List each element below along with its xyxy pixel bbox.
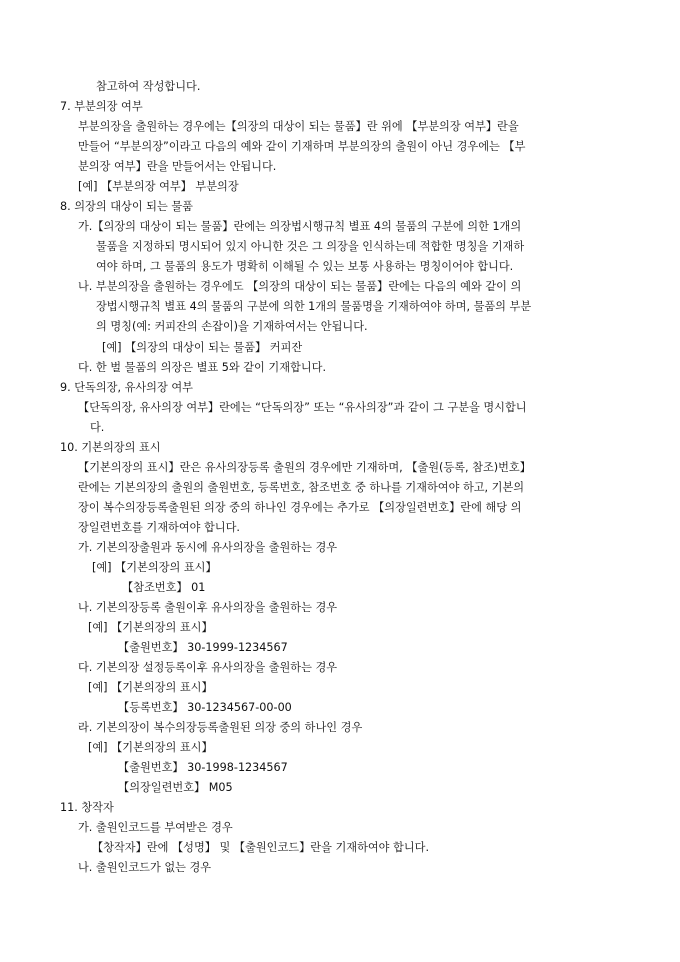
example-line: [예] 【의장의 대상이 되는 물품】 커피잔 <box>102 341 303 354</box>
text-line: 란에는 기본의장의 출원의 출원번호, 등록번호, 참조번호 중 하나를 기재하여야 하고, 기본의 <box>78 481 525 494</box>
example-line: 【등록번호】 30-1234567-00-00 <box>118 701 292 714</box>
example-line: [예] 【부분의장 여부】 부분의장 <box>78 180 239 193</box>
text-line: 【기본의장의 표시】란은 유사의장등록 출원의 경우에만 기재하며, 【출원(등록, 참조)번호】 <box>78 461 531 474</box>
text-line: 참고하여 작성합니다. <box>96 80 201 93</box>
section-heading: 11. 창작자 <box>60 801 114 814</box>
section-heading: 9. 단독의장, 유사의장 여부 <box>60 381 193 394</box>
example-line: 【참조번호】 01 <box>122 581 206 594</box>
section-heading: 7. 부분의장 여부 <box>60 100 143 113</box>
text-line: 【단독의장, 유사의장 여부】란에는 “단독의장” 또는 “유사의장”과 같이 그 구분을 명시합니 <box>78 401 527 414</box>
text-line: 나. 출원인코드가 없는 경우 <box>78 861 212 874</box>
text-line: 나. 부분의장을 출원하는 경우에도 【의장의 대상이 되는 물품】란에는 다음의 예와 같이 의 <box>78 280 522 293</box>
example-line: 【출원번호】 30-1999-1234567 <box>118 641 288 654</box>
text-line: 부분의장을 출원하는 경우에는【의장의 대상이 되는 물품】란 위에 【부분의장 여부】란을 <box>78 120 519 133</box>
text-line: 가. 기본의장출원과 동시에 유사의장을 출원하는 경우 <box>78 541 338 554</box>
text-line: 다. 기본의장 설정등록이후 유사의장을 출원하는 경우 <box>78 661 338 674</box>
text-line: 분의장 여부】란을 만들어서는 안됩니다. <box>78 160 277 173</box>
example-line: [예] 【기본의장의 표시】 <box>88 741 213 754</box>
example-line: [예] 【기본의장의 표시】 <box>88 621 213 634</box>
text-line: 장이 복수의장등록출원된 의장 중의 하나인 경우에는 추가로 【의장일련번호】란에 해당 의 <box>78 501 522 514</box>
example-line: [예] 【기본의장의 표시】 <box>92 561 217 574</box>
example-line: 【출원번호】 30-1998-1234567 <box>118 761 288 774</box>
text-line: 【창작자】란에 【성명】 및 【출원인코드】란을 기재하여야 합니다. <box>92 841 430 854</box>
text-line: 장법시행규칙 별표 4의 물품의 구분에 의한 1개의 물품명을 기재하여야 하며, 물품의 부분 <box>96 300 532 313</box>
text-line: 여야 하며, 그 물품의 용도가 명확히 이해될 수 있는 보통 사용하는 명칭이어야 합니다. <box>96 260 514 273</box>
section-heading: 8. 의장의 대상이 되는 물품 <box>60 200 193 213</box>
text-line: 물품을 지정하되 명시되어 있지 아니한 것은 그 의장을 인식하는데 적합한 명칭을 기재하 <box>96 240 525 253</box>
text-line: 라. 기본의장이 복수의장등록출원된 의장 중의 하나인 경우 <box>78 721 363 734</box>
text-line: 다. <box>90 421 105 434</box>
text-line: 의 명칭(예: 커피잔의 손잡이)을 기재하여서는 안됩니다. <box>96 320 368 333</box>
text-line: 장일련번호를 기재하여야 합니다. <box>78 521 240 534</box>
example-line: [예] 【기본의장의 표시】 <box>88 681 213 694</box>
section-heading: 10. 기본의장의 표시 <box>60 441 161 454</box>
text-line: 가. 출원인코드를 부여받은 경우 <box>78 821 233 834</box>
text-line: 가.【의장의 대상이 되는 물품】란에는 의장법시행규칙 별표 4의 물품의 구분에 의한 1개의 <box>78 220 522 233</box>
text-line: 다. 한 벌 물품의 의장은 별표 5와 같이 기재합니다. <box>78 361 327 374</box>
text-line: 나. 기본의장등록 출원이후 유사의장을 출원하는 경우 <box>78 601 338 614</box>
example-line: 【의장일련번호】 M05 <box>118 781 233 794</box>
text-line: 만들어 “부분의장”이라고 다음의 예와 같이 기재하며 부분의장의 출원이 아닌 경우에는 【부 <box>78 140 526 153</box>
